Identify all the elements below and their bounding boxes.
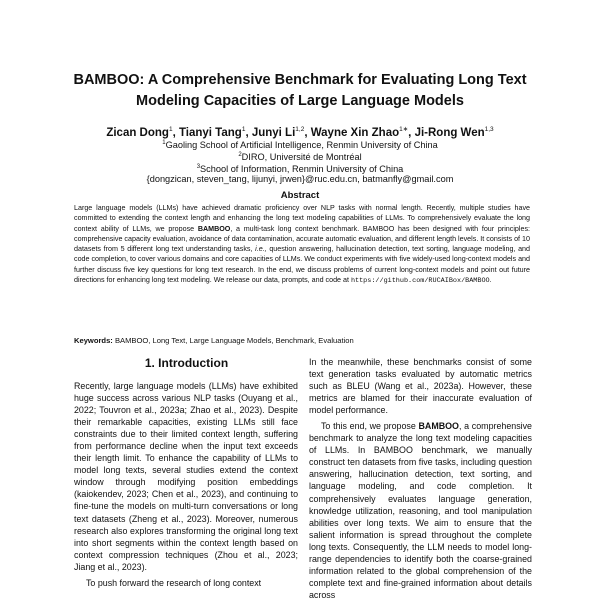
- author-separator: ,: [245, 126, 252, 139]
- abstract-text-italic: i.e.,: [255, 245, 267, 254]
- paragraph: [309, 420, 532, 601]
- author-affiliation-mark: 1: [241, 126, 246, 133]
- abstract-text: .: [489, 276, 492, 285]
- left-column: [74, 380, 298, 589]
- author-affiliation-mark: 1,3: [484, 126, 494, 133]
- paragraph: Recently, large language models (LLMs) have exhibited huge success across various NLP tasks (Ouyang et al., 2022; Touvron et al., 2023a; Zhao et al., 2023). Despite their remarkable capacities, existing LLMs still face constraints due to their limited context length, suffering from performance decline when the input text exceeds their length limit. To enhance the capability of LLMs to model long texts, several studies extend the context window through modifying position embeddings (kaiokendev, 2023; Chen et al., 2023), and continuing to fine-tune the models on multi-turn conversations or long text datasets (Zheng et al., 2023). Moreover, numerous research also explores transforming the original long text into short segments within the context length based on context compression techniques (Zhou et al., 2023; Jiang et al., 2023).: [74, 381, 298, 572]
- title-line-1: BAMBOO: A Comprehensive Benchmark for Evaluating Long Text: [73, 72, 527, 88]
- emails-text: {dongzican, steven_tang, lijunyi, jrwen}@ruc.edu.cn, batmanfly@gmail.com: [146, 174, 454, 184]
- affiliation-mark: 2: [238, 152, 242, 158]
- author-name: Wayne Xin Zhao: [310, 126, 400, 139]
- keywords-line: [74, 336, 530, 346]
- abstract-heading: Abstract: [280, 190, 320, 201]
- benchmark-name: BAMBOO: [197, 224, 231, 233]
- paragraph: To push forward the research of long context: [86, 577, 262, 588]
- title-line-2: Modeling Capacities of Large Language Models: [136, 93, 464, 109]
- keywords-label: Keywords:: [74, 336, 113, 345]
- affiliation-text: DIRO, Université de Montréal: [241, 152, 362, 163]
- author-name: Ji-Rong Wen: [414, 126, 485, 139]
- paragraph: In the meanwhile, these benchmarks consist of some text generation tasks evaluated by automatic metrics such as BLEU (Wang et al., 2023a). However, these metrics are blamed for their inaccurate evaluation of model performance.: [309, 357, 532, 416]
- author-affiliation-mark: 1∗: [399, 126, 409, 133]
- benchmark-name: BAMBOO: [418, 421, 459, 432]
- email-list: [20, 173, 580, 185]
- paper-title: [40, 70, 560, 112]
- author-separator: ,: [172, 126, 179, 139]
- affiliation-text: Gaoling School of Artificial Intelligence, Renmin University of China: [165, 140, 438, 151]
- paragraph-text: To this end, we propose: [321, 421, 419, 432]
- abstract-text: question answering, hallucination detection, text sorting, language modeling, and code completion, to cover various domains and core capacities of LLMs. We conduct experiments with five widely-used long-context models and further discuss five key questions for long text research. In the end, we discuss problems of current long-context models and point out future directions for enhancing long text modeling. We release our data, prompts, and code at: [74, 245, 530, 285]
- keywords-text: BAMBOO, Long Text, Large Language Models, Benchmark, Evaluation: [112, 336, 354, 345]
- affiliation-text: School of Information, Renmin University of China: [200, 164, 404, 175]
- author-name: Tianyi Tang: [178, 126, 242, 139]
- repository-link[interactable]: https://github.com/RUCAIBox/BAMBOO: [350, 277, 490, 286]
- affiliation-mark: 1: [162, 140, 166, 146]
- author-name: Junyi Li: [251, 126, 296, 139]
- abstract-text: Large language models (LLMs) have achieved dramatic proficiency over NLP tasks with normal length. Recently, multiple studies have committed to extending the context length and enhancing the long text modeling capabilities of LLMs. To comprehensively evaluate the long context ability of LLMs, we propose: [74, 204, 530, 233]
- author-separator: ,: [408, 126, 415, 139]
- author-affiliation-mark: 1: [168, 126, 173, 133]
- author-name: Zican Dong: [106, 126, 169, 139]
- abstract-body: [74, 203, 530, 286]
- abstract-text: , a multi-task long context benchmark. BAMBOO has been designed with four principles: comprehensive capacity evaluation, avoidance of data contamination, accurate automatic evaluation, and different length levels. It consists of 10 datasets from 5 different long text understanding tasks,: [74, 224, 530, 254]
- right-column: [309, 356, 532, 601]
- paragraph-text: , a comprehensive benchmark to analyze the long text modeling capacities of LLMs. In BAMBOO benchmark, we manually construct ten datasets from five tasks, including question answering, hallucination detection, text sorting, and language modeling, and code completion. It comprehensively evaluates language generation, knowledge utilization, reasoning, and tool manipulation abilities over long texts. We aim to ensure that the salient information is spread throughout the complete long texts. Consequently, the LLM needs to model long-range dependencies to identify both the coarse-grained information related to the global comprehension of the complete text and fine-grained information about details across: [309, 421, 532, 600]
- section-heading-introduction: 1. Introduction: [144, 356, 229, 370]
- author-separator: ,: [304, 126, 311, 139]
- author-affiliation-mark: 1,2: [295, 126, 305, 133]
- affiliation-mark: 3: [196, 164, 201, 170]
